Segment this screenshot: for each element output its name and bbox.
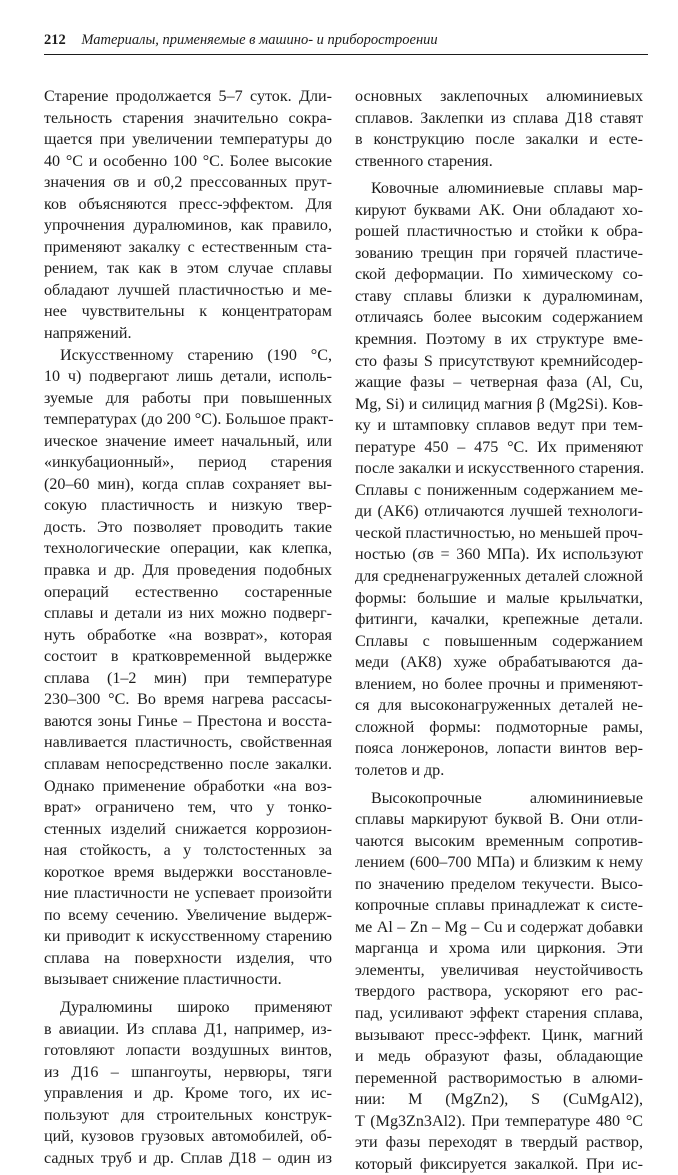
text-line: ку и штамповку сплавов ведут при тем- (355, 417, 643, 435)
text-line: после закалки и искусственного старения. (355, 460, 645, 478)
text-line: жащие фазы – четверная фаза (Al, Cu, (355, 374, 643, 392)
page-number: 212 (44, 32, 66, 48)
left-text-column (44, 86, 332, 1169)
text-line: температурах (до 200 °С). Большое практ- (44, 411, 334, 429)
text-line: напряжений. (44, 325, 132, 343)
text-line: влением, но более прочны и применяют- (355, 675, 643, 693)
text-line: сплавам непосредственно после закалки. (44, 755, 332, 773)
text-line: Старение продолжается 5–7 суток. Дли- (44, 88, 332, 105)
text-line: переменной растворимостью в алюми- (355, 1069, 643, 1087)
text-line: зованию трещин при горячей пластиче- (355, 244, 643, 262)
text-line: Сплавы с повышенным содержанием (355, 632, 643, 650)
text-line: чаются высоким временным сопротив- (355, 832, 643, 850)
text-line: ваются зоны Гинье – Престона и восста- (44, 712, 332, 730)
text-line: эти фазы переходят в твердый раствор, (355, 1134, 643, 1152)
text-line: основных заклепочных алюминиевых (355, 88, 643, 105)
text-line: толетов и др. (355, 761, 445, 779)
text-line: сплава (1–2 мин) при температуре (44, 669, 332, 687)
text-line: ние пластичности не успевает произойти (44, 885, 332, 903)
text-line: операций естественно состаренные (44, 583, 332, 601)
text-line: вызывает снижение пластичности. (44, 971, 282, 989)
text-line: ставу сплавы близки к дуралюминам, (355, 287, 643, 305)
text-line: ков объясняются пресс-эффектом. Для (44, 195, 332, 213)
text-line: нее чувствительны к концентраторам (44, 303, 332, 321)
text-line: ностью (σв = 360 МПа). Их используют (355, 546, 643, 564)
text-line: сплавы и детали из них можно подверг- (44, 605, 332, 623)
text-line: управления и др. Кроме того, их ис- (44, 1085, 332, 1103)
text-line: стенных изделий снижается коррозион- (44, 820, 332, 838)
running-title: Материалы, применяемые в машино- и приборостроении (81, 32, 438, 48)
text-line: зуемые для работы при повышенных (44, 389, 332, 407)
text-line: пояса лонжеронов, лопасти винтов вер- (355, 740, 643, 758)
text-line: 10 ч) подвергают лишь детали, исполь- (44, 368, 332, 386)
text-line: сплавы маркируют буквой В. Они отли- (355, 811, 643, 829)
page-header (44, 30, 648, 55)
text-line: сто фазы S присутствуют кремнийсодер- (355, 352, 643, 370)
text-line: Высокопрочные алюмининиевые (371, 789, 643, 807)
text-line: ки приводит к искусственному старению (44, 928, 332, 946)
text-line: ций, кузовов грузовых автомобилей, об- (44, 1128, 332, 1146)
text-line: который фиксируется закалкой. При ис- (355, 1155, 643, 1173)
text-line: рошей пластичностью и стойки к обра- (355, 223, 643, 241)
text-line: упрочнения дуралюминов, как правило, (44, 217, 332, 235)
text-line: пературе 450 – 475 °С. Их применяют (355, 438, 643, 456)
text-line: в авиации. Из сплава Д1, например, из- (44, 1020, 332, 1038)
text-line: элементы, увеличивая неустойчивость (355, 961, 643, 979)
text-line: копрочные сплавы принадлежат к систе- (355, 897, 643, 915)
text-line: по значению пределом текучести. Высо- (355, 875, 643, 893)
text-line: ственного старения. (355, 152, 493, 170)
text-line: Однако применение обработки «на воз- (44, 777, 332, 795)
text-line: правка и др. Для проведения подобных (44, 562, 332, 580)
text-line: врат» ограничено тем, что у тонко- (44, 799, 332, 817)
text-line: дость. Это позволяет проводить такие (44, 518, 332, 536)
text-line: навливается пластичность, свойственная (44, 734, 332, 752)
text-line: кремния. Поэтому в их структуре вме- (355, 331, 643, 349)
text-line: (20–60 мин), когда сплав сохраняет вы- (44, 475, 332, 493)
text-line: ме Al – Zn – Mg – Cu и содержат добавки (355, 918, 643, 936)
text-line: значения σв и σ0,2 прессованных прут- (44, 174, 332, 192)
text-line: «инкубационный», период старения (44, 454, 332, 472)
text-line: технологические операции, как клепка, (44, 540, 332, 558)
text-line: пад, усиливают эффект старения сплава, (355, 1004, 643, 1022)
text-line: ческой пластичностью, но меньшей проч- (355, 524, 643, 542)
text-line: марганца и хрома или циркония. Эти (355, 940, 643, 958)
text-line: короткое время выдержки восстановле- (44, 863, 332, 881)
text-line: ся для высоконагруженных деталей не- (355, 697, 643, 715)
text-line: Ковочные алюминиевые сплавы мар- (371, 180, 643, 198)
text-line: в конструкцию после закалки и есте- (355, 131, 643, 149)
text-line: нуть обработке «на возврат», которая (44, 626, 332, 644)
text-line: по всему сечению. Увеличение выдерж- (44, 906, 332, 924)
text-line: Сплавы с пониженным содержанием ме- (355, 481, 643, 499)
text-line: состоит в кратковременной выдержке (44, 648, 332, 666)
text-line: Mg, Si) и силицид магния β (Mg2Si). Ков- (355, 395, 643, 413)
text-line: фитинги, качалки, крепежные детали. (355, 611, 643, 629)
text-line: формы: большие и малые крыльчатки, (355, 589, 643, 607)
text-line: готовляют лопасти воздушных винтов, (44, 1042, 332, 1060)
text-line: щается при увеличении температуры до (44, 131, 332, 149)
text-line: меди (АК8) хуже обрабатываются да- (355, 654, 643, 672)
text-line: лением (600–700 МПа) и близким к нему (355, 854, 643, 872)
text-line: пользуют для строительных конструк- (44, 1106, 332, 1124)
text-line: ской деформации. По химическому со- (355, 266, 643, 284)
text-line: 230–300 °С. Во время нагрева рассасы- (44, 691, 332, 709)
text-line: садных труб и др. Сплав Д18 – один из (44, 1149, 332, 1167)
text-line: T (Mg3Zn3Al2). При температуре 480 °С (355, 1112, 643, 1130)
text-line: применяют закалку с естественным ста- (44, 238, 332, 256)
text-line: Дуралюмины широко применяют (60, 998, 332, 1016)
text-line: твердого раствора, ускоряют его рас- (355, 983, 643, 1001)
text-line: сложной формы: подмоторные рамы, (355, 718, 643, 736)
text-line: сплава на поверхности изделия, что (44, 949, 332, 967)
text-line: нии: M (MgZn2), S (CuMgAl2), (355, 1091, 643, 1109)
text-line: рением, так как в этом случае сплавы (44, 260, 332, 278)
text-line: обладают лучшей пластичностью и ме- (44, 281, 332, 299)
text-line: вызывают пресс-эффект. Цинк, магний (355, 1026, 643, 1044)
text-line: Искусственному старению (190 °С, (60, 346, 332, 364)
right-text-column (355, 86, 643, 1175)
text-line: для средненагруженных деталей сложной (355, 568, 643, 586)
text-line: 40 °С и особенно 100 °С. Более высокие (44, 152, 332, 170)
text-line: ическое значение имеет начальный, или (44, 432, 332, 450)
text-line: из Д16 – шпангоуты, нервюры, тяги (44, 1063, 332, 1081)
text-line: сплавов. Заклепки из сплава Д18 ставят (355, 109, 643, 127)
text-line: ди (АК6) отличаются лучшей технологи- (355, 503, 643, 521)
text-line: отличаясь более высоким содержанием (355, 309, 643, 327)
text-line: и медь образуют фазы, обладающие (355, 1048, 643, 1066)
text-line: сокую пластичность и низкую твер- (44, 497, 332, 515)
text-line: тельность старения значительно сокра- (44, 109, 332, 127)
text-line: кируют буквами АК. Они обладают хо- (355, 201, 643, 219)
text-line: ная стойкость, а у толстостенных за (44, 842, 332, 860)
